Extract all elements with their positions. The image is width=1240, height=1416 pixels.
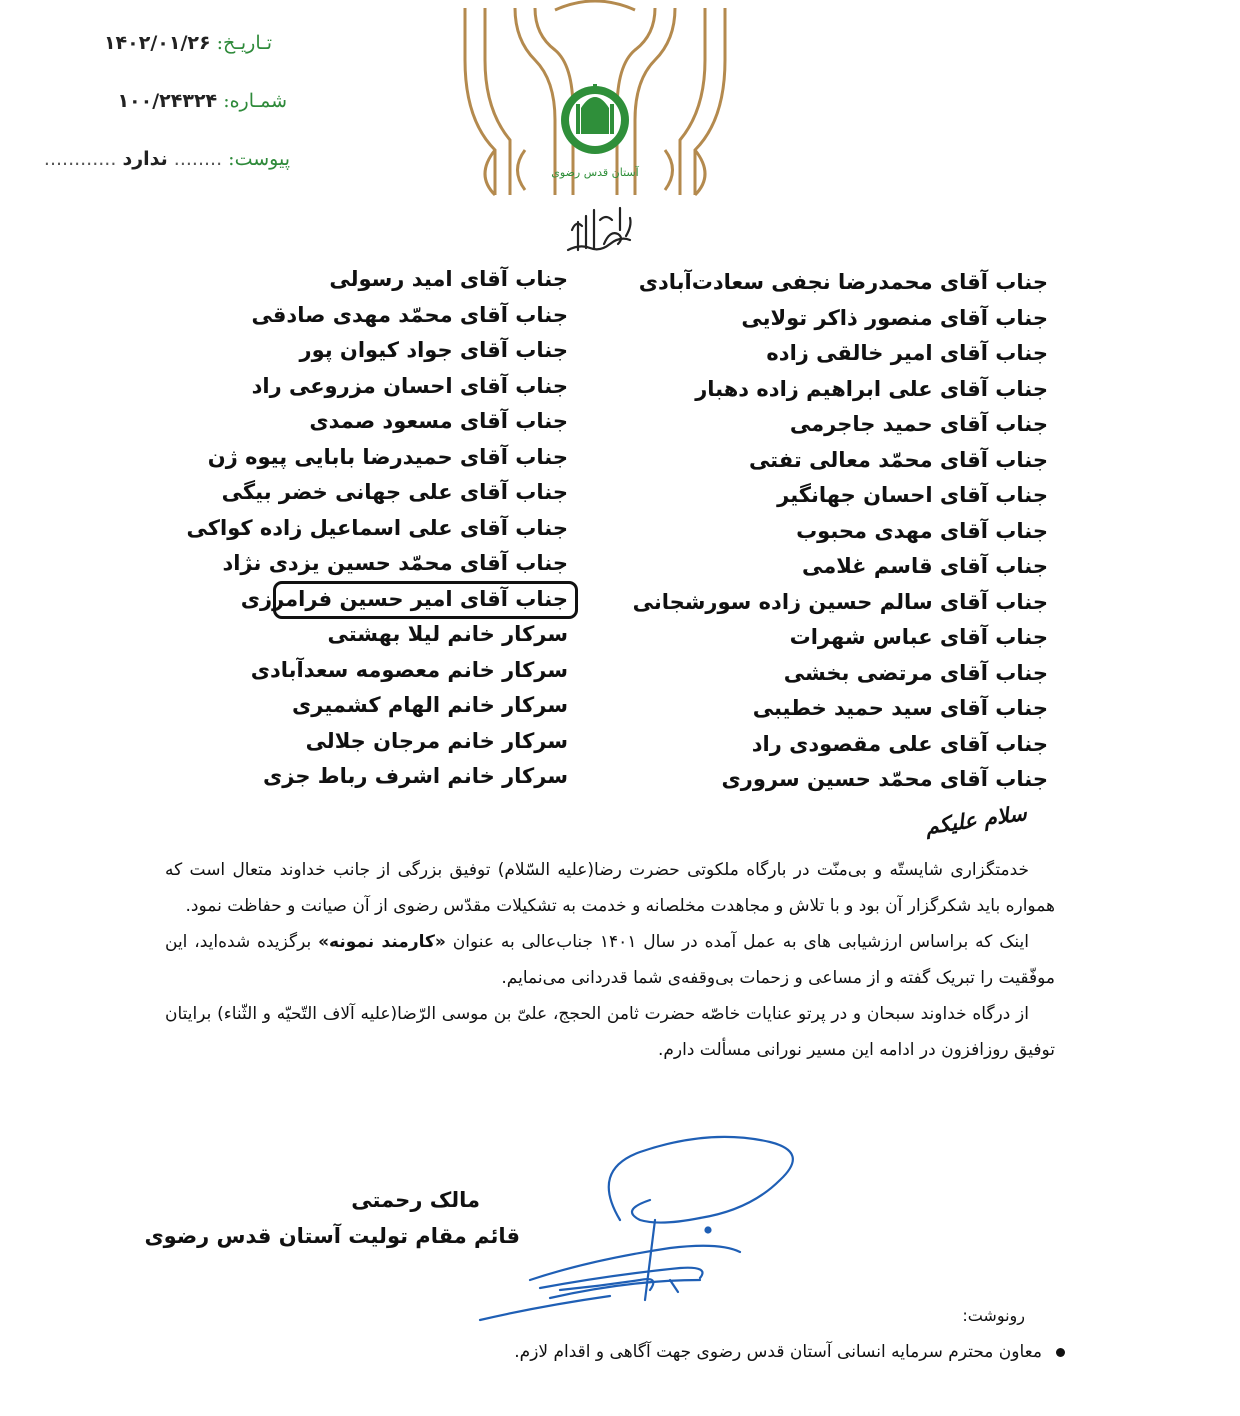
- number-value: ۱۰۰/۲۴۳۲۴: [117, 90, 218, 112]
- recipient-name: جناب آقای علی اسماعیل زاده کواکی: [186, 515, 568, 540]
- recipient-name: جناب آقای احسان جهانگیر: [777, 483, 1048, 507]
- recipient-name-highlighted: جناب آقای امیر حسین فرامرزی: [240, 586, 568, 611]
- body-paragraph: خدمتگزاری شایستّه و بی‌منّت در بارگاه ملکوتی حضرت رضا(علیه السّلام) توفیق بزرگی از جانب خداوند متعال است که همواره باید شکرگزار آن بود و با تلاش و مجاهدت مخلصانه و خدمت به تشکیلات مقدّس رضوی از آن صیانت و حفاظت نمود.: [165, 860, 1055, 916]
- date-value: ۱۴۰۲/۰۱/۲۶: [103, 32, 211, 54]
- recipient-name: جناب آقای قاسم غلامی: [801, 554, 1048, 578]
- highlight-box: [273, 581, 578, 619]
- model-employee-title: «کارمند نمونه»: [318, 932, 446, 952]
- body-paragraph: اینک که براساس ارزشیابی های به عمل آمده در سال ۱۴۰۱ جناب‌عالی به عنوان «کارمند نمونه» برگزیده شده‌اید، این موفّقیت را تبریک گفته و از مساعی و زحمات بی‌وقفه‌ی شما قدردانی می‌نمایم.: [165, 932, 1055, 988]
- recipient-name: جناب آقای عباس شهرات: [789, 625, 1048, 649]
- astan-quds-emblem-icon: [455, 0, 735, 200]
- recipient-name: جناب آقای علی ابراهیم زاده دهبار: [695, 376, 1048, 401]
- recipient-name: جناب آقای محمّد معالی تفتی: [748, 447, 1048, 472]
- recipient-name: جناب آقای حمید جاجرمی: [789, 412, 1048, 436]
- signer-block: [144, 1182, 520, 1254]
- recipient-name: جناب آقای احسان مزروعی راد: [251, 373, 568, 398]
- recipient-name: جناب آقای علی مقصودی راد: [751, 731, 1048, 756]
- recipient-name: جناب آقای محمّد حسین یزدی نژاد: [222, 551, 568, 575]
- bullet-icon: [1056, 1348, 1065, 1357]
- date-line: [104, 32, 272, 54]
- recipient-name: سرکار خانم اشرف رباط جزی: [263, 764, 568, 788]
- recipient-name: جناب آقای مرتضی بخشی: [783, 660, 1048, 685]
- attachment-value: ندارد: [122, 148, 168, 170]
- recipient-name: سرکار خانم الهام کشمیری: [292, 693, 568, 717]
- salutation: سلام علیکم: [923, 800, 1029, 839]
- recipient-name: جناب آقای امیر خالقی زاده: [766, 341, 1048, 365]
- recipient-name: جناب آقای مسعود صمدی: [309, 409, 568, 433]
- number-line: [117, 90, 287, 112]
- signature-scribble: [470, 1130, 810, 1330]
- body-paragraph: از درگاه خداوند سبحان و در پرتو عنایات خاصّه حضرت ثامن الحجج، علیّ بن موسی الرّضا(علیه آلاف التّحیّه و الثّناء) برایتان توفیق روزافزون در ادامه این مسیر نورانی مسألت دارم.: [165, 1004, 1055, 1060]
- attachment-dots: ........: [173, 148, 223, 170]
- attachment-label: پیوست:: [228, 148, 290, 170]
- cc-item-text: معاون محترم سرمایه انسانی آستان قدس رضوی جهت آگاهی و اقدام لازم.: [514, 1342, 1042, 1362]
- recipient-name: جناب آقای امید رسولی: [329, 267, 568, 291]
- number-label: شمـاره:: [223, 90, 287, 112]
- bismillah-calligraphy: [560, 200, 640, 258]
- recipients-right-column: [568, 265, 1048, 798]
- recipient-name: جناب آقای محمّد مهدی صادقی: [251, 302, 568, 327]
- letter-body: [165, 852, 1055, 1068]
- signer-title: قائم مقام تولیت آستان قدس رضوی: [144, 1224, 520, 1248]
- signer-name: مالک رحمتی: [351, 1188, 480, 1212]
- cc-label: رونوشت:: [962, 1306, 1025, 1325]
- recipient-name: جناب آقای محمّد حسین سروری: [721, 767, 1048, 791]
- cc-item: [514, 1342, 1065, 1362]
- recipient-name: سرکار خانم معصومه سعدآبادی: [250, 657, 568, 682]
- recipient-name: جناب آقای مهدی محبوب: [796, 518, 1048, 543]
- recipient-name: جناب آقای منصور ذاکر تولایی: [741, 305, 1048, 330]
- recipient-name: جناب آقای علی جهانی خضر بیگی: [221, 480, 568, 504]
- recipients-left-column: [148, 262, 568, 795]
- recipient-name: سرکار خانم مرجان جلالی: [305, 728, 568, 753]
- attachment-line: پیوست: ........ ندارد ............: [43, 148, 290, 170]
- recipient-name: جناب آقای سید حمید خطیبی: [752, 696, 1048, 720]
- recipient-name: سرکار خانم لیلا بهشتی: [327, 622, 568, 646]
- emblem-caption: آستان قدس رضوی: [551, 166, 639, 179]
- recipient-name: جناب آقای جواد کیوان پور: [299, 338, 568, 362]
- recipient-name: جناب آقای محمدرضا نجفی سعادت‌آبادی: [638, 270, 1048, 294]
- recipient-name: جناب آقای سالم حسین زاده سورشجانی: [632, 589, 1048, 614]
- date-label: تـاریـخ:: [216, 32, 272, 54]
- recipient-name: جناب آقای حمیدرضا بابایی پیوه ژن: [207, 444, 568, 469]
